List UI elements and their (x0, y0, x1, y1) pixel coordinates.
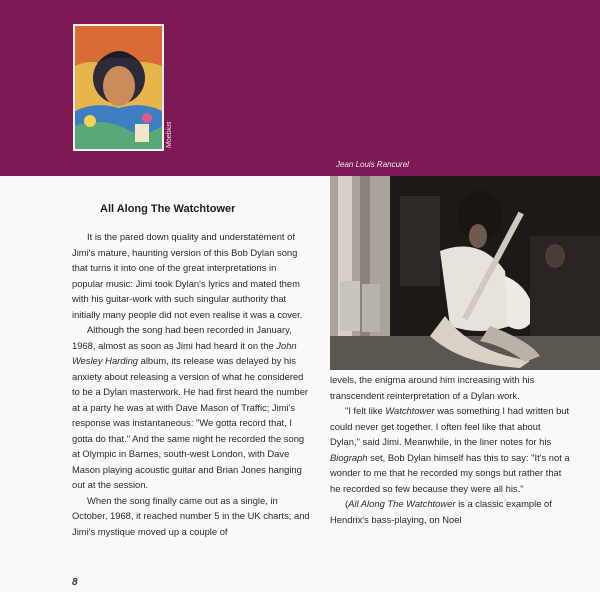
photo-credit: Jean Louis Rancurel (336, 160, 409, 169)
concert-photo (330, 176, 600, 370)
paragraph: It is the pared down quality and understatement of Jimi's mature, haunting version of this Bob Dylan song that turns it into one of the great interpretations in popular music: Jimi took Dylan's lyrics and mated them with his guitar-work with such singular authority that initially many people did not even realise it was a cover. (72, 231, 303, 320)
article-title: All Along The Watchtower (100, 203, 236, 215)
paragraph: Although the song had been recorded in January, 1968, almost as soon as Jimi had heard it on the John Wesley Harding album, its release was delayed by his anxiety about releasing a version of what he considered to be a Dylan masterwork. He had first heard the number at a party he was at with Dave Mason of Traffic; Jimi's response was instantaneous: "We gotta record that, I gotta do that." And the same night he recorded the song at Olympic in Barnes, south-west London, with Dave Mason playing acoustic guitar and Brian Jones hanging out at the session. (72, 324, 309, 490)
art-credit: Moebius (166, 121, 173, 148)
paragraph: "I felt like Watchtower was something I had written but could never get together. I often feel like that about Dylan," said Jimi. Meanwhile, in the liner notes for his Biograph set, Bob Dylan himself has this to say: "It's not a wonder to me that he recorded my songs but rather that he recorded so few because they were all his." (330, 405, 570, 494)
article-column-right (330, 372, 570, 527)
album-artwork (73, 24, 164, 151)
paragraph: (All Along The Watchtower is a classic example of Hendrix's bass-playing, on Noel (330, 498, 552, 525)
article-column-left (72, 229, 310, 539)
page-number: 8 (72, 577, 78, 588)
portrait-illustration (75, 26, 162, 149)
paragraph: When the song finally came out as a single, in October, 1968, it reached number 5 in the UK charts; and Jimi's mystique moved up a couple of (72, 494, 310, 537)
performer-photo (330, 176, 600, 370)
paragraph: levels, the enigma around him increasing with his transcendent reinterpretation of a Dylan work. (330, 374, 535, 401)
